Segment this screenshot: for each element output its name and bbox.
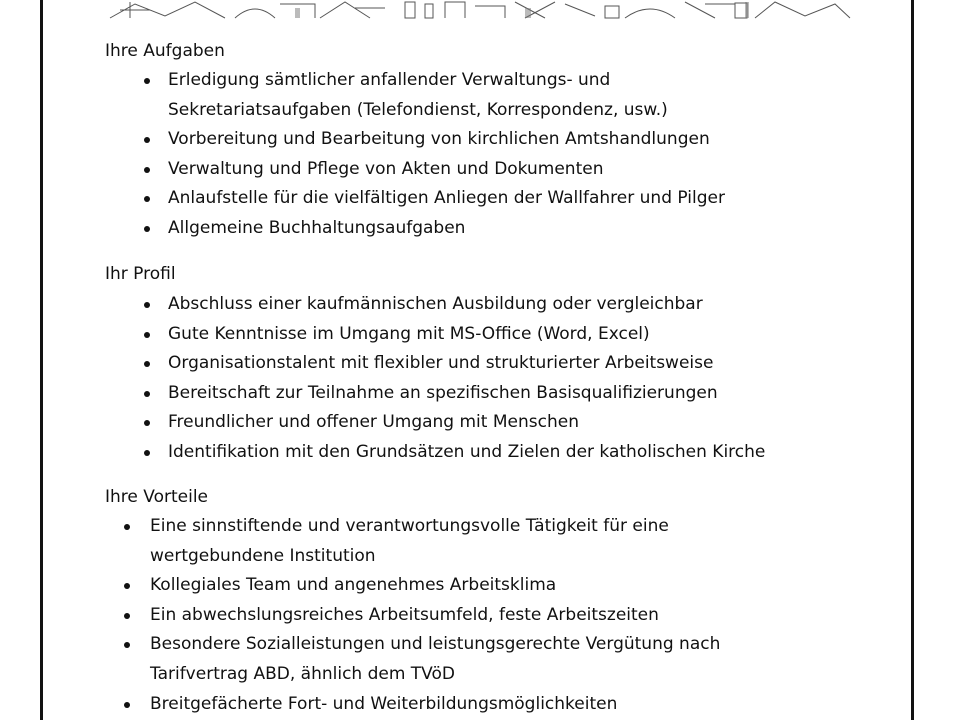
list-item-continuation: Sekretariatsaufgaben (Telefondienst, Korrespondenz, usw.) xyxy=(168,99,668,120)
list-item: Vorbereitung und Bearbeitung von kirchlichen Amtshandlungen xyxy=(168,125,725,155)
bullet-icon xyxy=(144,332,150,338)
list-item: Breitgefächerte Fort- und Weiterbildungsmöglichkeiten xyxy=(150,690,720,720)
list-item: Verwaltung und Pflege von Akten und Dokumenten xyxy=(168,155,725,185)
header-sketch-image xyxy=(105,0,855,20)
list-item: Organisationstalent mit flexibler und strukturierter Arbeitsweise xyxy=(168,349,765,379)
bullet-icon xyxy=(124,524,130,530)
bullet-icon xyxy=(144,302,150,308)
section-title-profil: Ihr Profil xyxy=(105,264,176,284)
list-vorteile xyxy=(150,512,720,719)
list-aufgaben xyxy=(168,66,725,244)
list-item: Erledigung sämtlicher anfallender Verwaltungs- und xyxy=(168,66,725,96)
list-item: Anlaufstelle für die vielfältigen Anliegen der Wallfahrer und Pilger xyxy=(168,184,725,214)
section-title-vorteile: Ihre Vorteile xyxy=(105,487,208,507)
list-item: Besondere Sozialleistungen und leistungsgerechte Vergütung nach xyxy=(150,630,720,660)
bullet-icon xyxy=(144,450,150,456)
list-profil xyxy=(168,290,765,468)
bullet-icon xyxy=(124,702,130,708)
list-item: Ein abwechslungsreiches Arbeitsumfeld, feste Arbeitszeiten xyxy=(150,601,720,631)
bullet-icon xyxy=(144,78,150,84)
bullet-icon xyxy=(144,226,150,232)
list-item-continuation: Tarifvertrag ABD, ähnlich dem TVöD xyxy=(150,663,455,684)
list-item: Eine sinnstiftende und verantwortungsvolle Tätigkeit für eine xyxy=(150,512,720,542)
bullet-icon xyxy=(144,167,150,173)
list-item-continuation: wertgebundene Institution xyxy=(150,545,376,566)
list-item: Allgemeine Buchhaltungsaufgaben xyxy=(168,214,725,244)
list-item: Identifikation mit den Grundsätzen und Zielen der katholischen Kirche xyxy=(168,438,765,468)
list-item: Freundlicher und offener Umgang mit Menschen xyxy=(168,408,765,438)
section-title-aufgaben: Ihre Aufgaben xyxy=(105,41,225,61)
list-item: Gute Kenntnisse im Umgang mit MS-Office (Word, Excel) xyxy=(168,320,765,350)
bullet-icon xyxy=(144,391,150,397)
list-item: Bereitschaft zur Teilnahme an spezifischen Basisqualifizierungen xyxy=(168,379,765,409)
bullet-icon xyxy=(124,613,130,619)
list-item: Kollegiales Team und angenehmes Arbeitsklima xyxy=(150,571,720,601)
list-item: Abschluss einer kaufmännischen Ausbildung oder vergleichbar xyxy=(168,290,765,320)
